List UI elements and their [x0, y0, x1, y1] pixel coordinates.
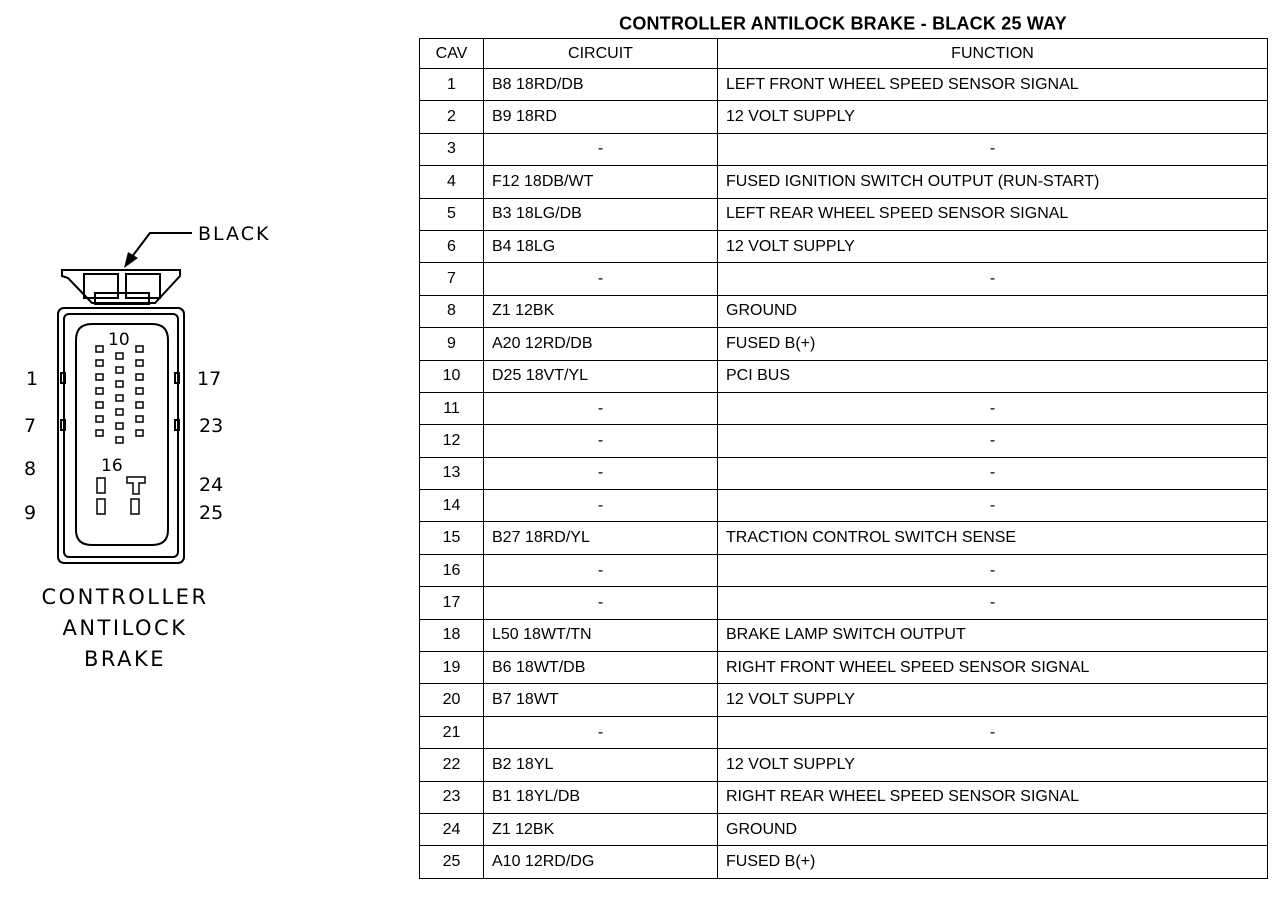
table-row	[420, 198, 1268, 230]
table-row	[420, 295, 1268, 327]
header-circuit: CIRCUIT	[484, 39, 718, 69]
cell-cav: 16	[420, 554, 484, 586]
cell-circuit: F12 18DB/WT	[484, 166, 718, 198]
cell-function: GROUND	[718, 295, 1268, 327]
cell-circuit: B9 18RD	[484, 101, 718, 133]
caption-line-1: CONTROLLER	[41, 585, 209, 609]
table-row	[420, 101, 1268, 133]
cell-cav: 8	[420, 295, 484, 327]
cell-function: 12 VOLT SUPPLY	[718, 101, 1268, 133]
cell-function: 12 VOLT SUPPLY	[718, 684, 1268, 716]
cell-cav: 7	[420, 263, 484, 295]
cell-circuit: -	[484, 425, 718, 457]
cavity-face	[76, 324, 168, 545]
table-row	[420, 360, 1268, 392]
cell-circuit: A10 12RD/DG	[484, 846, 718, 878]
table-row	[420, 490, 1268, 522]
cell-cav: 1	[420, 69, 484, 101]
cell-circuit: B27 18RD/YL	[484, 522, 718, 554]
cell-cav: 10	[420, 360, 484, 392]
cell-circuit: L50 18WT/TN	[484, 619, 718, 651]
cell-cav: 23	[420, 781, 484, 813]
pin-cavities	[96, 346, 145, 514]
pin-label-10: 10	[108, 330, 130, 350]
cell-function: FUSED B(+)	[718, 328, 1268, 360]
cell-circuit: Z1 12BK	[484, 813, 718, 845]
cell-cav: 24	[420, 813, 484, 845]
table-row	[420, 230, 1268, 262]
cell-function: -	[718, 490, 1268, 522]
cell-circuit: B3 18LG/DB	[484, 198, 718, 230]
table-row	[420, 749, 1268, 781]
cell-function: RIGHT REAR WHEEL SPEED SENSOR SIGNAL	[718, 781, 1268, 813]
cell-cav: 13	[420, 457, 484, 489]
cell-cav: 19	[420, 652, 484, 684]
pin-label-7: 7	[24, 415, 37, 437]
pin-label-1: 1	[26, 368, 39, 390]
pin-label-25: 25	[199, 502, 224, 524]
cell-function: RIGHT FRONT WHEEL SPEED SENSOR SIGNAL	[718, 652, 1268, 684]
cell-function: GROUND	[718, 813, 1268, 845]
cell-function: PCI BUS	[718, 360, 1268, 392]
cell-cav: 6	[420, 230, 484, 262]
caption-line-3: BRAKE	[83, 647, 167, 671]
cell-function: -	[718, 133, 1268, 165]
cell-cav: 14	[420, 490, 484, 522]
cell-cav: 12	[420, 425, 484, 457]
cell-cav: 2	[420, 101, 484, 133]
cell-function: -	[718, 263, 1268, 295]
pin-label-24: 24	[199, 474, 224, 496]
connector-body-inner	[64, 314, 178, 557]
cell-function: TRACTION CONTROL SWITCH SENSE	[718, 522, 1268, 554]
table-row	[420, 716, 1268, 748]
cell-function: FUSED B(+)	[718, 846, 1268, 878]
cell-cav: 4	[420, 166, 484, 198]
cell-function: LEFT FRONT WHEEL SPEED SENSOR SIGNAL	[718, 69, 1268, 101]
cell-function: -	[718, 716, 1268, 748]
cell-function: 12 VOLT SUPPLY	[718, 749, 1268, 781]
cell-circuit: -	[484, 457, 718, 489]
connector-figure	[0, 200, 300, 700]
cell-circuit: B1 18YL/DB	[484, 781, 718, 813]
table-title: CONTROLLER ANTILOCK BRAKE - BLACK 25 WAY	[619, 12, 1067, 34]
table-row	[420, 619, 1268, 651]
pin-label-17: 17	[197, 368, 222, 390]
table-body	[420, 69, 1268, 879]
cell-circuit: B4 18LG	[484, 230, 718, 262]
cell-cav: 11	[420, 392, 484, 424]
cell-circuit: -	[484, 554, 718, 586]
table-row	[420, 813, 1268, 845]
cell-circuit: D25 18VT/YL	[484, 360, 718, 392]
cell-cav: 3	[420, 133, 484, 165]
pinout-table	[419, 38, 1268, 879]
cell-circuit: Z1 12BK	[484, 295, 718, 327]
cell-cav: 20	[420, 684, 484, 716]
cell-circuit: -	[484, 263, 718, 295]
pin-label-9: 9	[24, 502, 37, 524]
cell-function: 12 VOLT SUPPLY	[718, 230, 1268, 262]
table-header-row	[420, 39, 1268, 69]
cell-circuit: B2 18YL	[484, 749, 718, 781]
cell-cav: 25	[420, 846, 484, 878]
table-row	[420, 846, 1268, 878]
cell-cav: 15	[420, 522, 484, 554]
cell-function: -	[718, 392, 1268, 424]
cell-circuit: -	[484, 392, 718, 424]
leader-line	[131, 233, 192, 258]
connector-color-label: BLACK	[198, 223, 271, 245]
table-row	[420, 166, 1268, 198]
cell-function: LEFT REAR WHEEL SPEED SENSOR SIGNAL	[718, 198, 1268, 230]
pin-label-16: 16	[101, 456, 123, 476]
table-row	[420, 587, 1268, 619]
table-row	[420, 554, 1268, 586]
cell-cav: 21	[420, 716, 484, 748]
connector-drawing	[0, 200, 300, 600]
cell-function: -	[718, 425, 1268, 457]
cell-function: -	[718, 457, 1268, 489]
cell-cav: 9	[420, 328, 484, 360]
cell-circuit: B7 18WT	[484, 684, 718, 716]
caption-line-2: ANTILOCK	[62, 616, 188, 640]
connector-latch	[62, 270, 180, 303]
cell-circuit: B6 18WT/DB	[484, 652, 718, 684]
pin-label-8: 8	[24, 458, 37, 480]
table-row	[420, 69, 1268, 101]
cell-circuit: -	[484, 587, 718, 619]
cell-cav: 22	[420, 749, 484, 781]
table-row	[420, 425, 1268, 457]
leader-arrowhead	[124, 252, 138, 268]
cell-function: -	[718, 554, 1268, 586]
table-row	[420, 781, 1268, 813]
connector-caption	[10, 582, 240, 675]
table-row	[420, 684, 1268, 716]
table-row	[420, 522, 1268, 554]
header-cav: CAV	[420, 39, 484, 69]
cell-cav: 18	[420, 619, 484, 651]
latch-slot-right	[126, 274, 160, 298]
cell-function: FUSED IGNITION SWITCH OUTPUT (RUN-START)	[718, 166, 1268, 198]
table-row	[420, 392, 1268, 424]
cell-circuit: A20 12RD/DB	[484, 328, 718, 360]
table-row	[420, 263, 1268, 295]
cell-function: BRAKE LAMP SWITCH OUTPUT	[718, 619, 1268, 651]
cell-function: -	[718, 587, 1268, 619]
latch-slot-left	[84, 274, 118, 298]
table-row	[420, 133, 1268, 165]
table-row	[420, 328, 1268, 360]
pin-label-23: 23	[199, 415, 224, 437]
cell-circuit: -	[484, 716, 718, 748]
table-row	[420, 652, 1268, 684]
table-row	[420, 457, 1268, 489]
header-function: FUNCTION	[718, 39, 1268, 69]
cell-circuit: B8 18RD/DB	[484, 69, 718, 101]
cell-cav: 5	[420, 198, 484, 230]
cell-circuit: -	[484, 490, 718, 522]
cell-circuit: -	[484, 133, 718, 165]
cell-cav: 17	[420, 587, 484, 619]
